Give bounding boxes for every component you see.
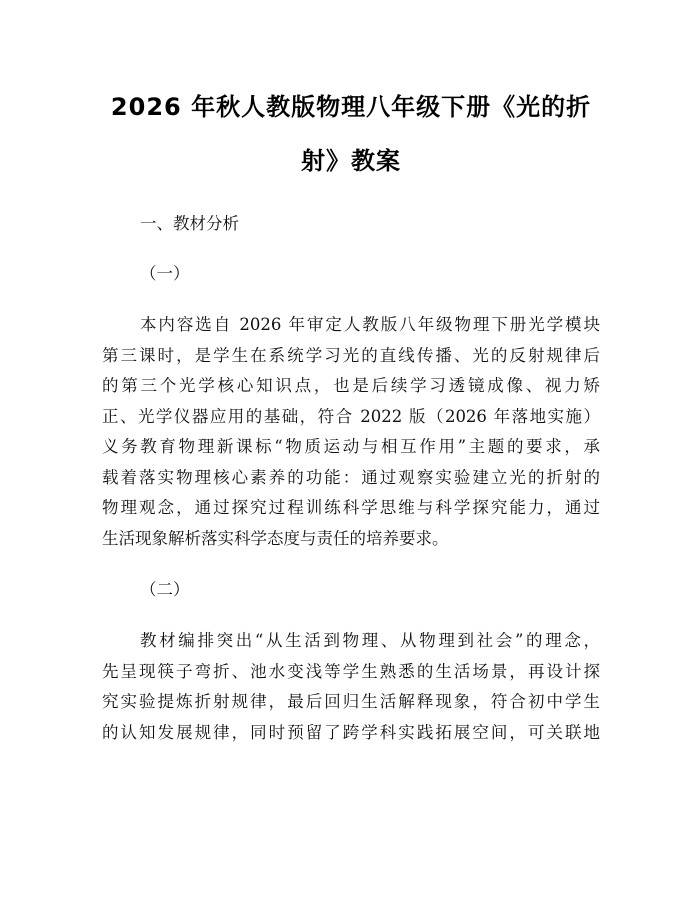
paragraph-line: 究实验提炼折射规律，最后回归生活解释现象，符合初中学生 — [102, 692, 600, 711]
title-line: 射》教案 — [301, 147, 401, 175]
paragraph-line: 先呈现筷子弯折、池水变浅等学生熟悉的生活场景，再设计探 — [102, 661, 600, 681]
paragraph-line: 义务教育物理新课标“物质运动与相互作用”主题的要求，承 — [102, 437, 600, 456]
paragraph-line: 正、光学仪器应用的基础，符合 2022 版（2026 年落地实施） — [102, 406, 600, 426]
paragraph-line: 物理观念，通过探究过程训练科学思维与科学探究能力，通过 — [102, 498, 600, 517]
subsection-label-1: （一） — [140, 264, 190, 283]
subsection-label-2: （二） — [140, 580, 190, 599]
paragraph-line: 的第三个光学核心知识点，也是后续学习透镜成像、视力矫 — [102, 376, 600, 395]
paragraph-line: 本内容选自 2026 年审定人教版八年级物理下册光学模块 — [140, 315, 600, 334]
document-title — [102, 0, 600, 188]
paragraph-line: 第三课时，是学生在系统学习光的直线传播、光的反射规律后 — [102, 345, 600, 365]
paragraph-line: 教材编排突出“从生活到物理、从物理到社会”的理念， — [140, 631, 600, 650]
paragraph-line: 生活现象解析落实科学态度与责任的培养要求。 — [102, 528, 449, 548]
paragraph-line: 的认知发展规律，同时预留了跨学科实践拓展空间，可关联地 — [102, 722, 600, 742]
section-heading: 一、教材分析 — [140, 214, 239, 233]
paragraph-1 — [102, 310, 600, 554]
paragraph-line: 载着落实物理核心素养的功能：通过观察实验建立光的折射的 — [102, 467, 600, 487]
paragraph-2 — [102, 626, 600, 748]
title-line: 2026 年秋人教版物理八年级下册《光的折 — [110, 93, 592, 121]
